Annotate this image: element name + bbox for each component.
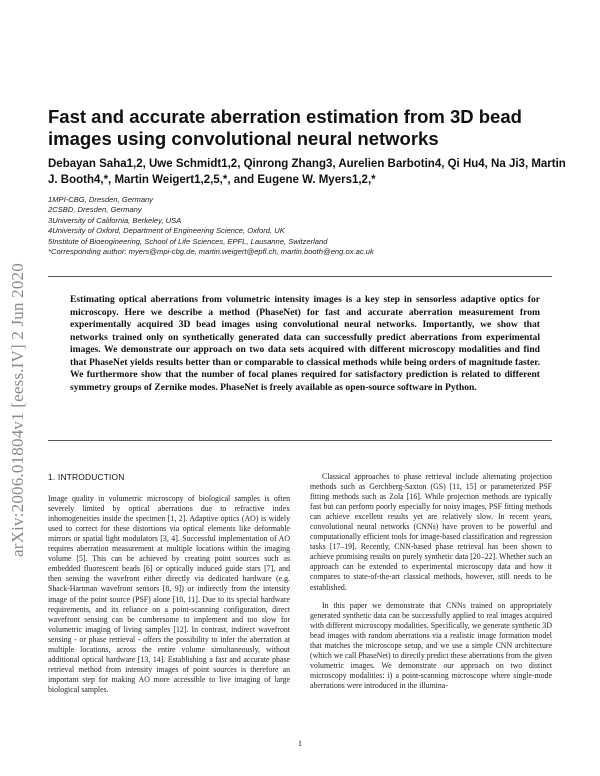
- abstract: Estimating optical aberrations from volumetric intensity images is a key step in sensorless adaptive optics for microscopy. Here we describe a method (PhaseNet) for fast and accurate aberration measurement from experimentally acquired 3D bead images using convolutional neural networks. Importantly, we show that networks trained only on synthetically generated data can successfully predict aberrations from experimental images. We demonstrate our approach on two data sets acquired with different microscopy modalities and find that PhaseNet yields results better than or comparable to classical methods while being orders of magnitude faster. We furthermore show that the number of focal planes required for satisfactory prediction is related to different symmetry groups of Zernike modes. PhaseNet is freely available as open-source software in Python.: [70, 294, 540, 393]
- corresponding-author: *Corresponding author: myers@mpi-cbg.de, martin.weigert@epfl.ch, martin.booth@eng.ox.ac.uk: [48, 247, 374, 257]
- arxiv-stamp: arXiv:2006.01804v1 [eess.IV] 2 Jun 2020: [8, 263, 27, 557]
- affiliations: [48, 195, 568, 257]
- paper-title: Fast and accurate aberration estimation from 3D bead images using convolutional neural networks: [48, 106, 522, 149]
- paragraph: In this paper we demonstrate that CNNs trained on appropriately generated synthetic data can be successfully applied to real images acquired with different microscopy modalities. Specifically, we generate synthetic 3D bead images with random aberrations via a realistic image formation model that matches the microscope setup, and we use a simple CNN architecture (which we call PhaseNet) to directly predict these aberrations from the given volumetric images. We demonstrate our approach on two distinct microscopy modalities: i) a point-scanning microscope where single-mode aberrations were introduced in the illumina-: [310, 600, 552, 690]
- right-column: [310, 472, 552, 691]
- page-number: 1: [298, 739, 302, 748]
- affiliation: 2CSBD, Dresden, Germany: [48, 205, 142, 215]
- bottom-divider: [48, 440, 552, 441]
- author-list: Debayan Saha1,2, Uwe Schmidt1,2, Qinrong Zhang3, Aurelien Barbotin4, Qi Hu4, Na Ji3, Martin J. Booth4,*, Martin Weigert1,2,5,*, and Eugene W. Myers1,2,*: [48, 158, 566, 186]
- top-divider: [48, 276, 552, 277]
- paragraph: Image quality in volumetric microscopy of biological samples is often severely limited by optical aberrations due to refractive index inhomogeneities inside the specimen [1, 2]. Adaptive optics (AO) is widely used to correct for these distortions via optical elements like deformable mirrors or spatial light modulators [3, 4]. Successful implementation of AO requires aberration measurement at multiple locations within the imaging volume [5]. This can be achieved by creating point sources such as embedded fluorescent beads [6] or optically induced guide stars [7], and then sensing the wavefront either directly via dedicated hardware (e.g. Shack-Hartman wavefront sensors [8, 9]) or indirectly from the intensity image of the point source (PSF) alone [10, 11]. Due to its special hardware requirements, and its reliance on a point-scanning configuration, direct wavefront sensing can be cumbersome to implement and too slow for volumetric imaging of living samples [12]. In contrast, indirect wavefront sensing - or phase retrieval - offers the possibility to infer the aberration at multiple locations, across the entire volume simultaneously, without additional optical hardware [13, 14]. Establishing a fast and accurate phase retrieval method from intensity images of point sources is therefore an important step for making AO more accessible to live imaging of large biological samples.: [48, 494, 290, 694]
- affiliation: 5Institute of Bioengineering, School of Life Sciences, EPFL, Lausanne, Switzerland: [48, 236, 328, 246]
- affiliation: 1MPI-CBG, Dresden, Germany: [48, 195, 154, 204]
- affiliation: 3University of California, Berkeley, USA: [48, 215, 182, 225]
- left-column: [48, 472, 290, 695]
- paragraph: Classical approaches to phase retrieval include alternating projection methods such as Gerchberg-Saxton (GS) [11, 15] or parameterized PSF fitting methods such as Zola [16]. While projection methods are typically fast but can perform poorly especially for noisy images, PSF fitting methods can achieve excellent results yet are relatively slow. In recent years, convolutional neural networks (CNNs) have proven to be powerful and computationally efficient tools for image-based classification and regression tasks [17–19]. Recently, CNN-based phase retrieval has been shown to achieve promising results on purely synthetic data [20–22]. Whether such an approach can be extended to experimental microscopy data and how it compares to state-of-the-art classical methods, however, still needs to be established.: [310, 472, 552, 592]
- section-heading: 1. INTRODUCTION: [48, 472, 125, 482]
- affiliation: 4University of Oxford, Department of Engineering Science, Oxford, UK: [48, 226, 285, 236]
